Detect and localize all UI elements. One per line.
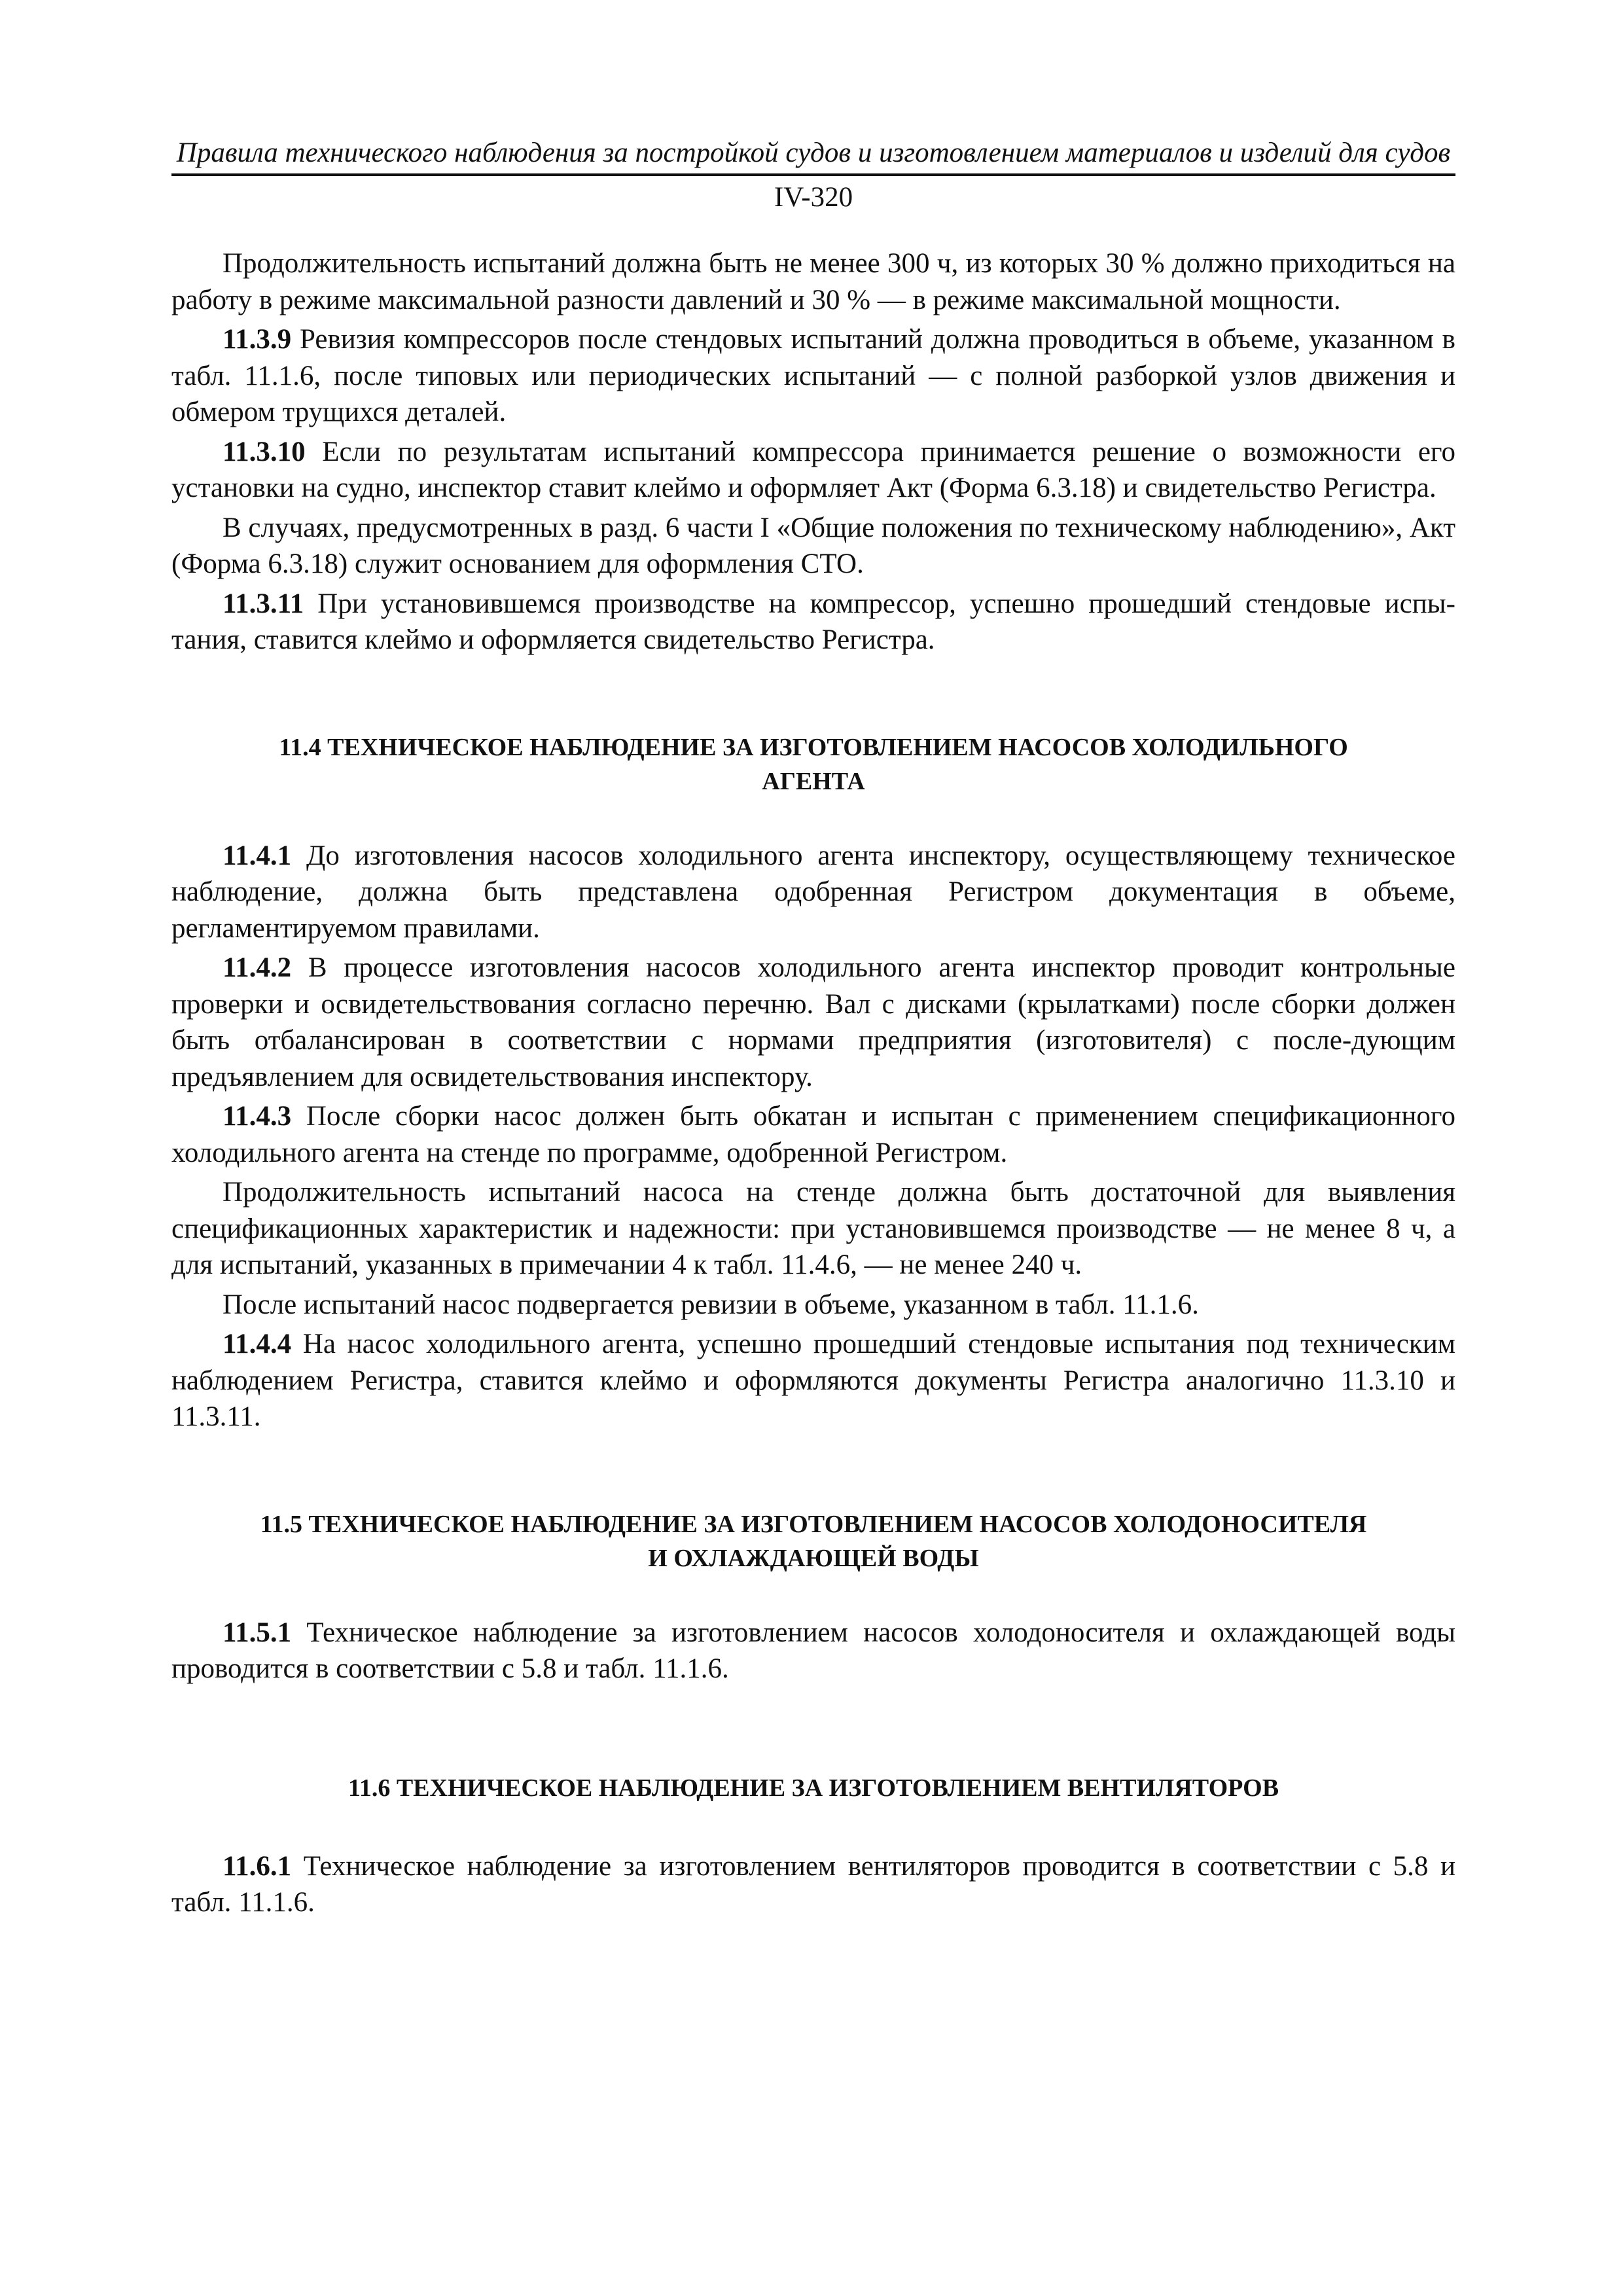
clause-number: 11.3.11 xyxy=(223,588,304,619)
section-heading-11-6 xyxy=(171,1771,1455,1805)
paragraph-text: При установившемся производстве на компрессор, успешно прошедший стендовые испы-тания, ставится клеймо и оформляется свидетельство Регистра. xyxy=(171,588,1455,655)
paragraph-11-3-11 xyxy=(171,586,1455,658)
paragraph-11-5-1 xyxy=(171,1615,1455,1687)
clause-number: 11.4.1 xyxy=(223,840,292,871)
paragraph-cases xyxy=(171,510,1455,583)
clause-number: 11.6.1 xyxy=(223,1850,292,1882)
clause-number: 11.4.3 xyxy=(223,1101,292,1132)
paragraph-11-6-1 xyxy=(171,1848,1455,1921)
paragraph-text: Техническое наблюдение за изготовлением насосов холодоносителя и охлаждающей воды проводится в соответствии с 5.8 и табл. 11.1.6. xyxy=(171,1617,1455,1684)
paragraph-11-3-10 xyxy=(171,434,1455,507)
clause-number: 11.5.1 xyxy=(223,1617,292,1648)
clause-number: 11.4.4 xyxy=(223,1329,292,1359)
paragraph-text: В случаях, предусмотренных в разд. 6 части I «Общие положения по техническому наблюдению», Акт (Форма 6.3.18) служит основанием для оформления СТО. xyxy=(171,512,1455,579)
paragraph-pump-test-duration xyxy=(171,1174,1455,1283)
heading-line: И ОХЛАЖДАЮЩЕЙ ВОДЫ xyxy=(648,1544,979,1572)
heading-line: 11.6 ТЕХНИЧЕСКОЕ НАБЛЮДЕНИЕ ЗА ИЗГОТОВЛЕНИЕМ ВЕНТИЛЯТОРОВ xyxy=(348,1774,1279,1802)
document-page xyxy=(171,134,1455,1924)
paragraph-text: До изготовления насосов холодильного агента инспектору, осуществляющему техническое наблюдение, должна быть представлена одобренная Регистром документация в объеме, регламентируемом правилами. xyxy=(171,840,1455,944)
paragraph-text: Продолжительность испытаний должна быть не менее 300 ч, из которых 30 % должно приходиться на работу в режиме максимальной разности давлений и 30 % — в режиме максимальной мощности. xyxy=(171,248,1455,315)
paragraph-11-4-3 xyxy=(171,1098,1455,1171)
paragraph-after-tests xyxy=(171,1287,1455,1323)
running-header: Правила технического наблюдения за постройкой судов и изготовлением материалов и изделий для судов xyxy=(171,134,1455,176)
paragraph-text: Продолжительность испытаний насоса на стенде должна быть достаточной для выявления спецификационных характеристик и надежности: при установившемся производстве — не менее 8 ч, а для испытаний, указанных в примечании 4 к табл. 11.4.6, — не менее 240 ч. xyxy=(171,1177,1455,1280)
paragraph-test-duration xyxy=(171,245,1455,318)
clause-number: 11.3.9 xyxy=(223,324,292,355)
paragraph-11-4-4 xyxy=(171,1326,1455,1435)
paragraph-text: После испытаний насос подвергается ревизии в объеме, указанном в табл. 11.1.6. xyxy=(223,1289,1199,1320)
paragraph-text: В процессе изготовления насосов холодильного агента инспектор проводит контрольные проверки и освидетельствования согласно перечню. Вал с дисками (крылатками) после сборки должен быть отбалансирован в соответствии с нормами предприятия (изготовителя) с после-дующим предъявлением для освидетельствования инспектору. xyxy=(171,952,1455,1092)
paragraph-11-3-9 xyxy=(171,321,1455,431)
paragraph-text: После сборки насос должен быть обкатан и испытан с применением спецификационного холодильного агента на стенде по программе, одобренной Регистром. xyxy=(171,1101,1455,1168)
clause-number: 11.3.10 xyxy=(223,436,306,467)
paragraph-text: Если по результатам испытаний компрессора принимается решение о возможности его установки на судно, инспектор ставит клеймо и оформляет Акт (Форма 6.3.18) и свидетельство Регистра. xyxy=(171,436,1455,503)
section-heading-11-5 xyxy=(171,1507,1455,1575)
paragraph-11-4-2 xyxy=(171,950,1455,1095)
heading-line: 11.4 ТЕХНИЧЕСКОЕ НАБЛЮДЕНИЕ ЗА ИЗГОТОВЛЕНИЕМ НАСОСОВ ХОЛОДИЛЬНОГО xyxy=(279,733,1348,761)
section-heading-11-4 xyxy=(171,730,1455,798)
page-number: IV-320 xyxy=(774,182,853,213)
heading-line: АГЕНТА xyxy=(762,767,865,795)
clause-number: 11.4.2 xyxy=(223,952,292,983)
paragraph-text: Ревизия компрессоров после стендовых испытаний должна проводиться в объеме, указанном в табл. 11.1.6, после типовых или периодических испытаний — с полной разборкой узлов движения и обмером трущихся деталей. xyxy=(171,324,1455,427)
paragraph-text: Техническое наблюдение за изготовлением вентиляторов проводится в соответствии с 5.8 и табл. 11.1.6. xyxy=(171,1850,1455,1918)
heading-line: 11.5 ТЕХНИЧЕСКОЕ НАБЛЮДЕНИЕ ЗА ИЗГОТОВЛЕНИЕМ НАСОСОВ ХОЛОДОНОСИТЕЛЯ xyxy=(260,1510,1367,1538)
paragraph-11-4-1 xyxy=(171,838,1455,947)
paragraph-text: На насос холодильного агента, успешно прошедший стендовые испытания под техническим наблюдением Регистра, ставится клеймо и оформляются документы Регистра аналогично 11.3.10 и 11.3.11. xyxy=(171,1329,1455,1432)
